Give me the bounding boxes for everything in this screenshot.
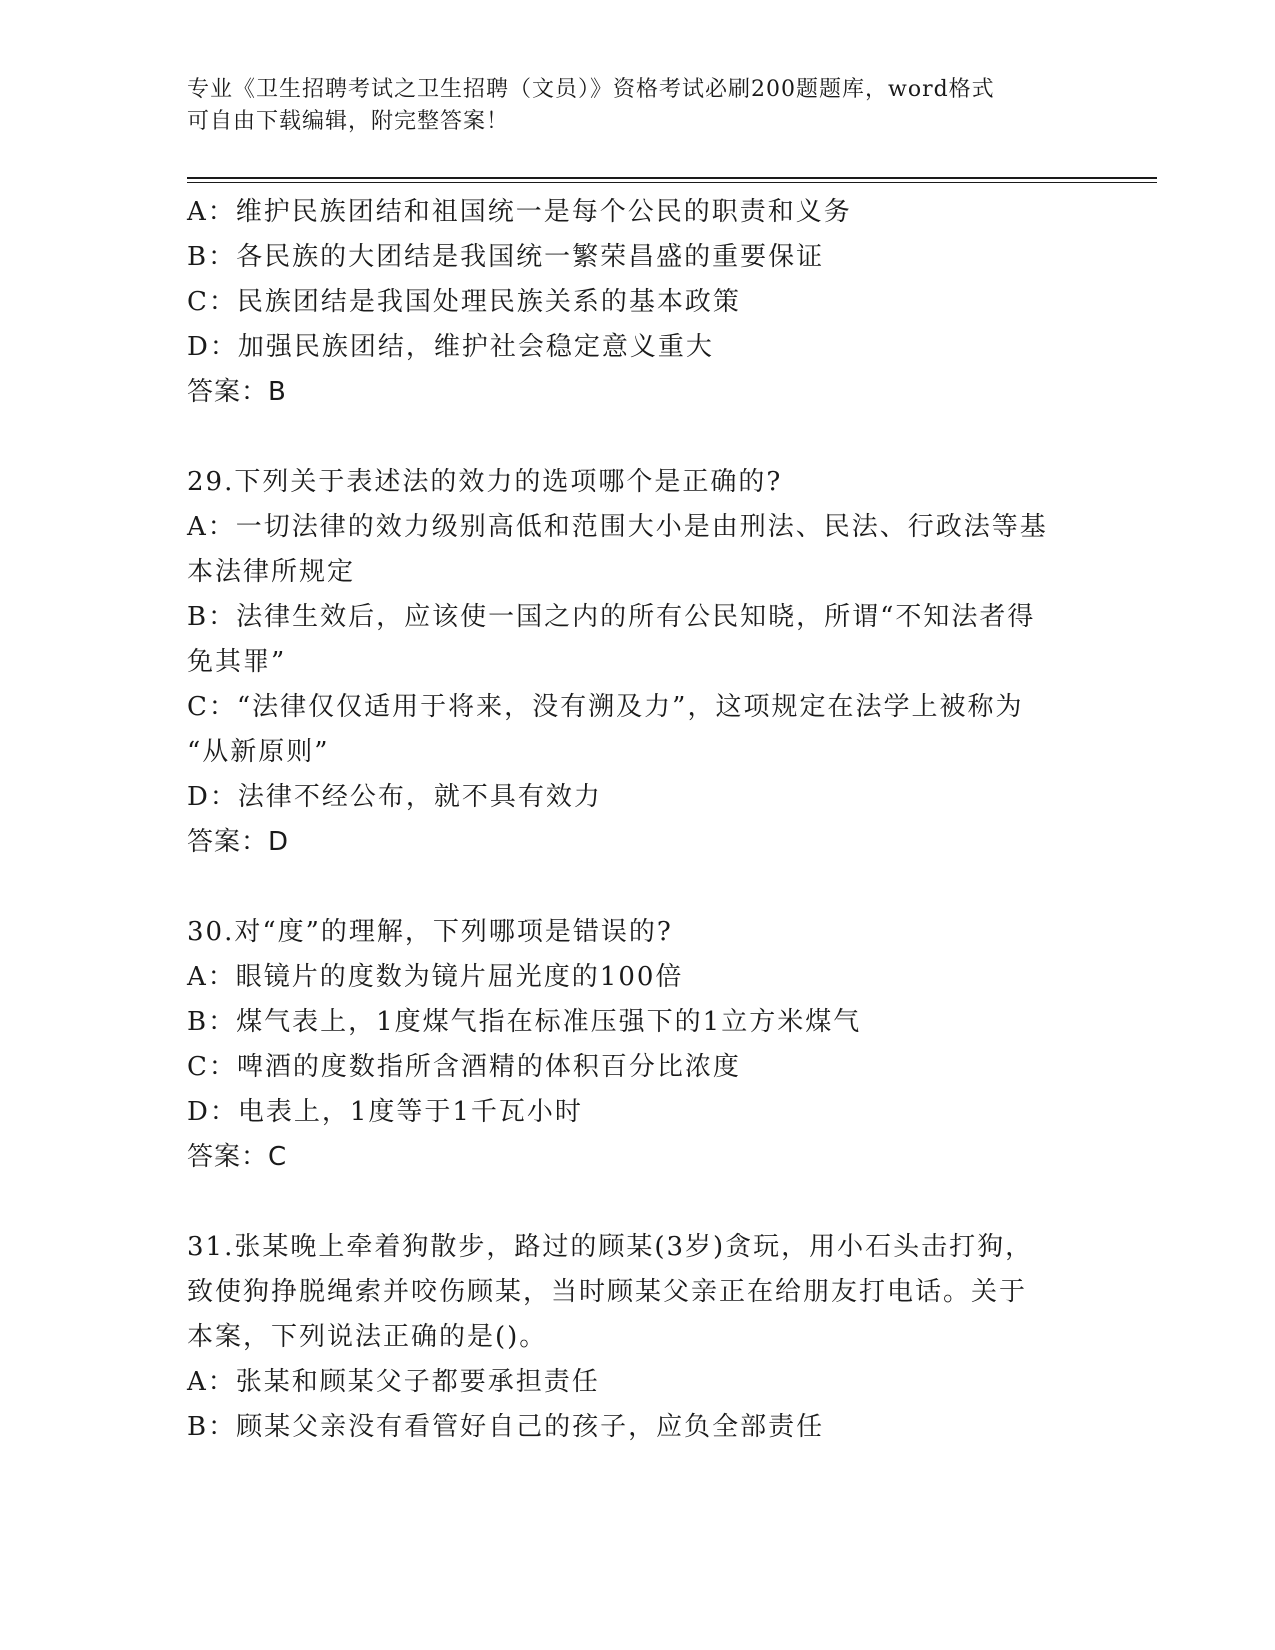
question-stem-continued: 本案，下列说法正确的是()。 (187, 1322, 548, 1352)
option-a-continued: 本法律所规定 (187, 557, 356, 587)
question-31 (187, 1225, 1077, 1450)
option-b: B：法律生效后，应该使一国之内的所有公民知晓，所谓“不知法者得 (187, 602, 1036, 632)
option-a: A：维护民族团结和祖国统一是每个公民的职责和义务 (187, 197, 852, 227)
question-28-fragment (187, 190, 1077, 415)
answer: 答案：C (187, 1142, 288, 1172)
option-a: A：一切法律的效力级别高低和范围大小是由刑法、民法、行政法等基 (187, 512, 1048, 542)
option-d: D：加强民族团结，维护社会稳定意义重大 (187, 332, 714, 362)
question-30 (187, 910, 1077, 1180)
option-c: C：“法律仅仅适用于将来，没有溯及力”，这项规定在法学上被称为 (187, 692, 1024, 722)
option-b-continued: 免其罪” (187, 647, 287, 677)
option-c-continued: “从新原则” (187, 737, 330, 767)
question-stem: 30.对“度”的理解，下列哪项是错误的? (187, 917, 673, 947)
question-29 (187, 460, 1077, 865)
option-a: A：眼镜片的度数为镜片屈光度的100倍 (187, 962, 684, 992)
spacer (187, 415, 1077, 460)
option-b: B：各民族的大团结是我国统一繁荣昌盛的重要保证 (187, 242, 825, 272)
header-title-line-1: 专业《卫生招聘考试之卫生招聘（文员）》资格考试必刷200题题库，word格式 (187, 77, 995, 102)
option-d: D：电表上，1度等于1千瓦小时 (187, 1097, 583, 1127)
question-stem: 29.下列关于表述法的效力的选项哪个是正确的? (187, 467, 783, 497)
question-stem: 31.张某晚上牵着狗散步，路过的顾某(3岁)贪玩，用小石头击打狗， (187, 1232, 1034, 1262)
option-a: A：张某和顾某父子都要承担责任 (187, 1367, 600, 1397)
header-divider-thin (187, 182, 1157, 183)
option-b: B：顾某父亲没有看管好自己的孩子，应负全部责任 (187, 1412, 825, 1442)
option-c: C：啤酒的度数指所含酒精的体积百分比浓度 (187, 1052, 741, 1082)
spacer (187, 865, 1077, 910)
option-d: D：法律不经公布，就不具有效力 (187, 782, 602, 812)
answer: 答案：B (187, 377, 287, 407)
question-stem-continued: 致使狗挣脱绳索并咬伤顾某，当时顾某父亲正在给朋友打电话。关于 (187, 1277, 1028, 1307)
option-b: B：煤气表上，1度煤气指在标准压强下的1立方米煤气 (187, 1007, 862, 1037)
header-divider-thick (187, 177, 1157, 179)
spacer (187, 1180, 1077, 1225)
option-c: C：民族团结是我国处理民族关系的基本政策 (187, 287, 741, 317)
answer: 答案：D (187, 827, 290, 857)
question-list (187, 190, 1077, 1450)
header-title-line-2: 可自由下载编辑，附完整答案！ (187, 109, 510, 134)
document-header (187, 74, 1077, 138)
